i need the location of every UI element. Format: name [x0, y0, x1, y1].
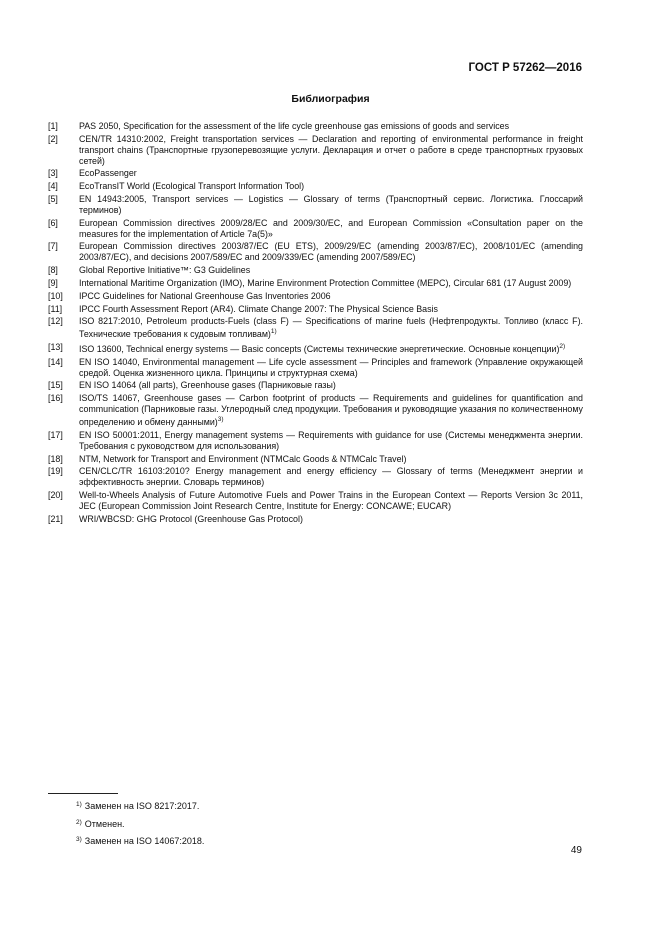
bibliography-entry	[48, 181, 583, 192]
bibliography-entry	[48, 316, 583, 340]
entry-number: [18]	[48, 453, 63, 464]
entry-text	[79, 357, 583, 379]
entry-body: PAS 2050, Specification for the assessment of the life cycle greenhouse gas emissions of goods and services	[79, 121, 510, 131]
entry-number: [16]	[48, 393, 63, 404]
entry-text	[79, 304, 583, 315]
entry-text	[79, 241, 583, 263]
entry-body: ISO 8217:2010, Petroleum products-Fuels (class F) — Specifications of marine fuels (Нефтепродукты. Топливо (класс F). Технические требования к судовым топливам)	[79, 316, 583, 340]
entry-number: [21]	[48, 513, 63, 524]
footnote-text: Заменен на ISO 14067:2018.	[84, 836, 205, 846]
footnote-ref: 2)	[559, 342, 566, 350]
bibliography-title: Библиография	[291, 93, 370, 105]
bibliography-entry	[48, 121, 583, 132]
entry-number: [4]	[48, 181, 58, 192]
bibliography-entry	[48, 342, 583, 355]
bibliography-entry	[48, 393, 583, 428]
footnote-ref: 1)	[270, 328, 277, 336]
entry-number: [20]	[48, 490, 63, 501]
bibliography-entry	[48, 168, 583, 179]
entry-text	[79, 430, 583, 452]
footnote-text: Заменен на ISO 8217:2017.	[84, 801, 200, 811]
entry-body: CEN/TR 14310:2002, Freight transportation services — Declaration and reporting of environmental performance in freight transport chains (Транспортные грузоперевозящие услуги. Декларация и отчет о работе в среде транспортных грузовых сетей)	[79, 133, 583, 166]
bibliography-entry	[48, 466, 583, 488]
bibliography-entry	[48, 380, 583, 391]
entry-text	[79, 514, 583, 525]
footnotes	[76, 797, 204, 850]
entry-body: EN ISO 50001:2011, Energy management systems — Requirements with guidance for use (Системы менеджмента энергии. Требования с руководством для использования)	[79, 429, 583, 451]
entry-number: [14]	[48, 356, 63, 367]
bibliography-entry	[48, 278, 583, 289]
entry-text	[79, 316, 583, 340]
entry-body: Global Reportive Initiative™: G3 Guidelines	[79, 265, 251, 276]
entry-body: WRI/WBCSD: GHG Protocol (Greenhouse Gas Protocol)	[79, 513, 303, 524]
entry-number: [8]	[48, 265, 58, 276]
entry-text	[79, 218, 583, 240]
entry-number: [5]	[48, 194, 58, 204]
entry-body: EN ISO 14040, Environmental management — Life cycle assessment — Principles and framework (Управление окружающей средой. Оценка жизненного цикла. Принципы и структурная схема)	[79, 356, 583, 378]
bibliography-entry	[48, 241, 583, 263]
entry-text	[79, 291, 583, 302]
entry-number: [1]	[48, 121, 58, 131]
entry-body: EN ISO 14064 (all parts), Greenhouse gases (Парниковые газы)	[79, 380, 336, 391]
entry-number: [11]	[48, 303, 63, 314]
entry-text	[79, 265, 583, 276]
entry-number: [7]	[48, 241, 58, 252]
bibliography-entry	[48, 357, 583, 379]
entry-text	[79, 490, 583, 512]
footnote-mark: 1)	[76, 801, 82, 808]
entry-number: [9]	[48, 277, 58, 288]
footnote-mark: 2)	[76, 818, 82, 826]
entry-body: EcoTransIT World (Ecological Transport Information Tool)	[79, 181, 305, 192]
bibliography-entry	[48, 454, 583, 465]
bibliography-entry	[48, 304, 583, 315]
entry-body: ISO/TS 14067, Greenhouse gases — Carbon footprint of products — Requirements and guidelines for quantification and communication (Парниковые газы. Углеродный след продукции. Требования и руководящие указания по количественному определению и обмену данными)	[79, 393, 583, 428]
bibliography-entry	[48, 194, 583, 216]
standard-code: ГОСТ Р 57262—2016	[468, 62, 582, 74]
entry-number: [15]	[48, 380, 63, 391]
entry-body: IPCC Fourth Assessment Report (AR4). Climate Change 2007: The Physical Science Basis	[79, 303, 438, 314]
bibliography-entry	[48, 291, 583, 302]
footnote-divider	[48, 793, 118, 794]
entry-text	[79, 278, 583, 289]
footnote	[76, 832, 204, 850]
bibliography-entry	[48, 490, 583, 512]
entry-number: [17]	[48, 429, 63, 440]
entry-text	[79, 454, 583, 465]
entry-body: IPCC Guidelines for National Greenhouse Gas Inventories 2006	[79, 290, 331, 301]
entry-body: EcoPassenger	[79, 168, 137, 179]
entry-number: [12]	[48, 316, 63, 327]
bibliography-entry	[48, 430, 583, 452]
footnote-mark: 3)	[76, 836, 82, 843]
entry-number: [13]	[48, 341, 63, 352]
entry-number: [19]	[48, 466, 63, 477]
bibliography-entry	[48, 134, 583, 167]
entry-body: EN 14943:2005, Transport services — Logistics — Glossary of terms (Транспортный сервис. Логистика. Глоссарий терминов)	[79, 194, 583, 215]
entry-body: International Maritime Organization (IMO), Marine Environment Protection Committee (MEPC), Circular 681 (17 August 2009)	[79, 277, 572, 288]
entry-text	[79, 393, 583, 428]
entry-text	[79, 134, 583, 167]
entry-text	[79, 181, 583, 192]
page-number: 49	[570, 845, 582, 856]
footnote	[76, 797, 204, 815]
footnote	[76, 815, 204, 833]
entry-text	[79, 121, 583, 132]
entry-number: [2]	[48, 133, 58, 144]
entry-body: NTM, Network for Transport and Environment (NTMCalc Goods & NTMCalc Travel)	[79, 453, 407, 464]
bibliography-entry	[48, 265, 583, 276]
entry-body: ISO 13600, Technical energy systems — Basic concepts (Системы технические энергетические. Основные концепции)	[79, 343, 560, 354]
bibliography-entry	[48, 218, 583, 240]
entry-number: [10]	[48, 290, 63, 301]
entry-text	[79, 466, 583, 488]
entry-text	[79, 194, 583, 216]
entry-body: Well-to-Wheels Analysis of Future Automotive Fuels and Power Trains in the European Context — Reports Version 3c 2011, JEC (European Commission Joint Research Centre, Institute for Energy: CONCAWE; EUCAR)	[79, 490, 583, 511]
entry-body: CEN/CLC/TR 16103:2010? Energy management and energy efficiency — Glossary of terms (Менеджмент энергии и эффективность энергии. Словарь терминов)	[79, 466, 583, 488]
bibliography-list	[48, 121, 583, 527]
entry-text	[79, 168, 583, 179]
entry-body: European Commission directives 2003/87/EC (EU ETS), 2009/29/EC (amending 2003/87/EC), 2008/101/EC (amending 2003/87/EC), and decisions 2007/589/EC and 2009/339/EC (amending 2007/589/EC)	[79, 241, 583, 263]
entry-body: European Commission directives 2009/28/EC and 2009/30/EC, and European Commission «Consultation paper on the measures for the implementation of Article 7a(5)»	[79, 217, 583, 239]
entry-text	[79, 342, 583, 355]
bibliography-entry	[48, 514, 583, 525]
entry-number: [3]	[48, 168, 58, 179]
entry-number: [6]	[48, 217, 58, 228]
entry-text	[79, 380, 583, 391]
footnote-ref: 3)	[217, 416, 224, 424]
footnote-text: Отменен.	[84, 818, 125, 829]
